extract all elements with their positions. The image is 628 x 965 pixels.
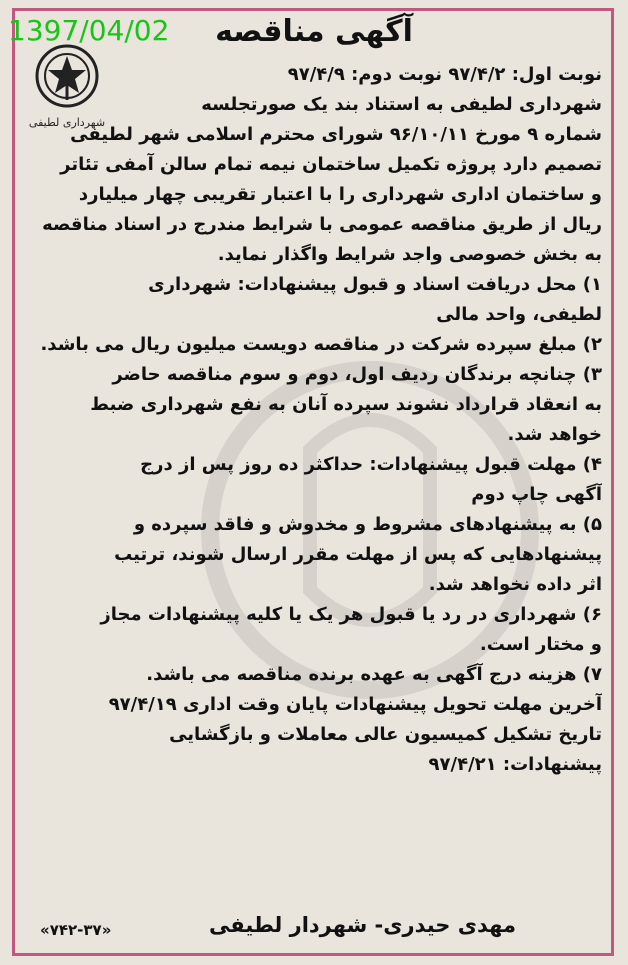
- notice-line: شهرداری لطیفی به استناد بند یک صورتجلسه: [201, 94, 602, 115]
- notice-code: «۷۴۲-۳۷»: [40, 921, 112, 939]
- notice-line: ۳) چنانچه برندگان ردیف اول، دوم و سوم مناقصه حاضر: [112, 364, 602, 385]
- notice-line: لطیفی، واحد مالی: [436, 304, 602, 325]
- notice-line: ۲) مبلغ سپرده شرکت در مناقصه دویست میلیون ریال می باشد.: [40, 334, 602, 355]
- logo-caption: شهرداری لطیفی: [28, 116, 106, 129]
- notice-line: پیشنهادهایی که پس از مهلت مقرر ارسال شوند، ترتیب: [114, 544, 602, 565]
- notice-line: و مختار است.: [479, 634, 602, 655]
- notice-line: و ساختمان اداری شهرداری را با اعتبار تقریبی چهار میلیارد: [78, 184, 602, 205]
- notice-line: ۷) هزینه درج آگهی به عهده برنده مناقصه می باشد.: [146, 664, 602, 685]
- notice-line: به انعقاد قرارداد نشوند سپرده آنان به نفع شهرداری ضبط: [90, 394, 602, 415]
- notice-line: اثر داده نخواهد شد.: [428, 574, 602, 595]
- notice-line: نوبت اول: ۹۷/۴/۲ نوبت دوم: ۹۷/۴/۹: [287, 64, 602, 85]
- signature: مهدی حیدری- شهردار لطیفی: [209, 913, 516, 937]
- notice-line: به بخش خصوصی واجد شرایط واگذار نماید.: [217, 244, 602, 265]
- notice-line: خواهد شد.: [507, 424, 602, 445]
- notice-line: آگهی چاپ دوم: [471, 484, 602, 505]
- notice-line: پیشنهادات: ۹۷/۴/۲۱: [428, 754, 602, 775]
- notice-line: تصمیم دارد پروژه تکمیل ساختمان نیمه تمام سالن آمفی تئاتر: [60, 154, 602, 175]
- notice-line: آخرین مهلت تحویل پیشنهادات پایان وقت اداری ۹۷/۴/۱۹: [108, 694, 602, 715]
- notice-line: ۶) شهرداری در رد یا قبول هر یک یا کلیه پیشنهادات مجاز: [100, 604, 602, 625]
- notice-line: ۵) به پیشنهادهای مشروط و مخدوش و فاقد سپرده و: [133, 514, 602, 535]
- date-stamp: 1397/04/02: [8, 14, 170, 47]
- notice-title: آگهی مناقصه: [215, 14, 413, 49]
- notice-line: ۱) محل دریافت اسناد و قبول پیشنهادات: شهرداری: [148, 274, 602, 295]
- notice-line: شماره ۹ مورخ ۹۶/۱۰/۱۱ شورای محترم اسلامی شهر لطیفی: [70, 124, 602, 145]
- notice-line: ریال از طریق مناقصه عمومی با شرایط مندرج در اسناد مناقصه: [42, 214, 602, 235]
- notice-line: تاریخ تشکیل کمیسیون عالی معاملات و بازگشایی: [169, 724, 602, 745]
- notice-line: ۴) مهلت قبول پیشنهادات: حداکثر ده روز پس از درج: [140, 454, 602, 475]
- notice-body: [22, 60, 602, 780]
